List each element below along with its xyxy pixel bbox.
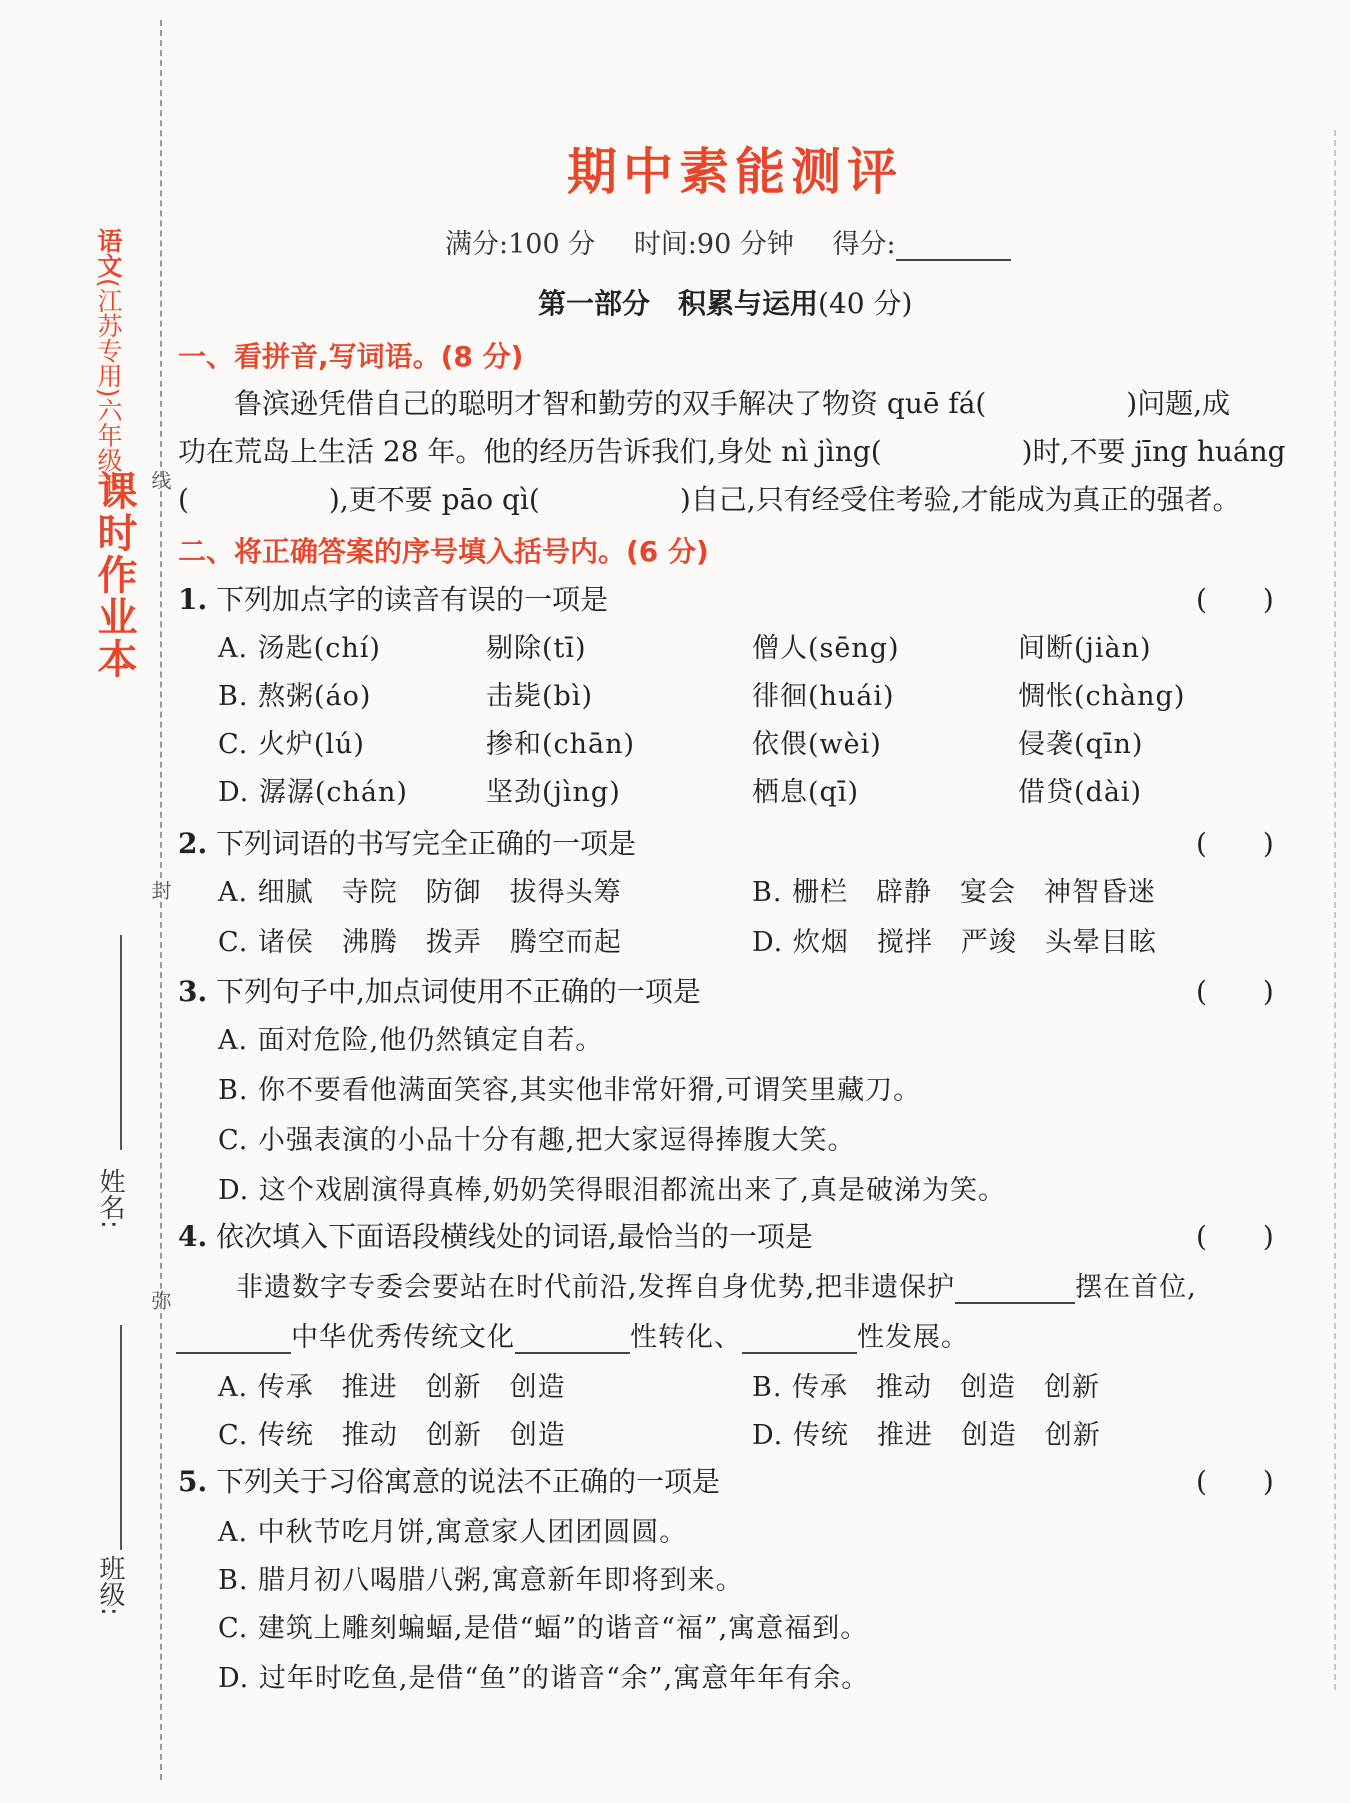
passage-line-2: 功在荒岛上生活 28 年。他的经历告诉我们,身处 nì jìng( )时,不要 jīng huáng: [178, 435, 1286, 468]
q4-blank-1[interactable]: [955, 1280, 1075, 1304]
section1-heading: 一、看拼音,写词语。(8 分): [178, 340, 524, 373]
q2-option-b: B. 栅栏 辟静 宴会 神智昏迷: [752, 877, 1157, 908]
q3-option-a: A. 面对危险,他仍然镇定自若。: [218, 1025, 604, 1056]
right-margin-rule: [1334, 130, 1336, 1690]
class-field-line[interactable]: [120, 1325, 122, 1550]
q3-option-b: B. 你不要看他满面笑容,其实他非常奸猾,可谓笑里藏刀。: [218, 1075, 922, 1106]
q3-option-d: D. 这个戏剧演得真棒,奶奶笑得眼泪都流出来了,真是破涕为笑。: [218, 1175, 1007, 1206]
q3-stem: 3. 下列句子中,加点词使用不正确的一项是: [178, 975, 701, 1008]
q4-blank-3[interactable]: [515, 1330, 630, 1354]
binding-dashed-line: [160, 20, 162, 1780]
q2-answer-paren[interactable]: ( ): [1196, 827, 1274, 860]
q1-a-1: A. 汤匙(chí): [218, 633, 381, 664]
class-label: 班级:: [95, 1555, 125, 1616]
q1-stem: 1. 下列加点字的读音有误的一项是: [178, 583, 609, 616]
q4-option-b: B. 传承 推动 创造 创新: [752, 1372, 1101, 1403]
name-field-line[interactable]: [120, 935, 122, 1150]
q1-b-2: 击毙(bì): [486, 681, 593, 712]
q1-a-3: 僧人(sēng): [752, 633, 900, 664]
cut-word-line: 线: [148, 470, 172, 490]
sidebar-brand-logo: 课时作业本: [91, 470, 137, 680]
q1-b-1: B. 熬粥(áo): [218, 681, 372, 712]
q4-blank-4[interactable]: [742, 1330, 857, 1354]
q2-stem: 2. 下列词语的书写完全正确的一项是: [178, 827, 637, 860]
page-title: 期中素能测评: [567, 142, 903, 201]
section1-passage: [178, 380, 1288, 524]
q1-c-2: 掺和(chān): [486, 729, 636, 760]
q1-c-1: C. 火炉(lú): [218, 729, 365, 760]
sidebar-subject: 语文(江苏专用)六年级下: [94, 228, 123, 498]
q5-stem: 5. 下列关于习俗寓意的说法不正确的一项是: [178, 1465, 721, 1498]
q4-passage-line-1: 非遗数字专委会要站在时代前沿,发挥自身优势,把非遗保护 摆在首位,: [236, 1272, 1197, 1303]
section2-heading: 二、将正确答案的序号填入括号内。(6 分): [178, 535, 709, 568]
q2-option-c: C. 诸侯 沸腾 拨弄 腾空而起: [218, 927, 622, 958]
q1-c-3: 依偎(wèi): [752, 729, 882, 760]
q4-answer-paren[interactable]: ( ): [1196, 1220, 1274, 1253]
q1-d-1: D. 潺潺(chán): [218, 777, 408, 808]
q5-option-c: C. 建筑上雕刻蝙蝠,是借“蝠”的谐音“福”,寓意福到。: [218, 1613, 869, 1644]
q1-b-4: 惆怅(chàng): [1018, 681, 1186, 712]
cut-word-seal: 封: [148, 880, 172, 900]
q3-option-c: C. 小强表演的小品十分有趣,把大家逗得捧腹大笑。: [218, 1125, 856, 1156]
name-label: 姓名:: [95, 1168, 125, 1229]
q5-option-b: B. 腊月初八喝腊八粥,寓意新年即将到来。: [218, 1565, 744, 1596]
full-score: 满分:100 分: [445, 229, 596, 260]
passage-line-1: 鲁滨逊凭借自己的聪明才智和勤劳的双手解决了物资 quē fá( )问题,成: [234, 387, 1231, 420]
q1-d-3: 栖息(qī): [752, 777, 859, 808]
q2-option-a: A. 细腻 寺院 防御 拔得头筹: [218, 877, 622, 908]
score-label: 得分:: [832, 229, 896, 260]
q4-stem: 4. 依次填入下面语段横线处的词语,最恰当的一项是: [178, 1220, 813, 1253]
q1-a-2: 剔除(tī): [486, 633, 587, 664]
q3-answer-paren[interactable]: ( ): [1196, 975, 1274, 1008]
q1-answer-paren[interactable]: ( ): [1196, 583, 1274, 616]
exam-time: 时间:90 分钟: [633, 229, 794, 260]
passage-line-3: ( ),更不要 pāo qì( )自己,只有经受住考验,才能成为真正的强者。: [178, 483, 1241, 516]
q5-answer-paren[interactable]: ( ): [1196, 1465, 1274, 1498]
q4-option-c: C. 传统 推动 创新 创造: [218, 1420, 566, 1451]
q4-option-a: A. 传承 推进 创新 创造: [218, 1372, 566, 1403]
q1-b-3: 徘徊(huái): [752, 681, 895, 712]
q1-d-4: 借贷(dài): [1018, 777, 1143, 808]
cut-word-close: 弥: [148, 1290, 172, 1310]
part-title: 第一部分 积累与运用(40 分): [538, 287, 913, 320]
exam-meta: [445, 222, 1011, 261]
q5-option-a: A. 中秋节吃月饼,寓意家人团团圆圆。: [218, 1517, 688, 1548]
q2-option-d: D. 炊烟 搅拌 严竣 头晕目眩: [752, 927, 1157, 958]
q4-passage-line-2: 中华优秀传统文化 性转化、 性发展。: [176, 1315, 969, 1354]
q5-option-d: D. 过年时吃鱼,是借“鱼”的谐音“余”,寓意年年有余。: [218, 1663, 870, 1694]
q4-option-d: D. 传统 推进 创造 创新: [752, 1420, 1101, 1451]
q4-blank-2[interactable]: [176, 1330, 291, 1354]
score-blank[interactable]: [896, 235, 1011, 261]
q1-a-4: 间断(jiàn): [1018, 633, 1152, 664]
q1-d-2: 坚劲(jìng): [486, 777, 621, 808]
q1-c-4: 侵袭(qīn): [1018, 729, 1144, 760]
